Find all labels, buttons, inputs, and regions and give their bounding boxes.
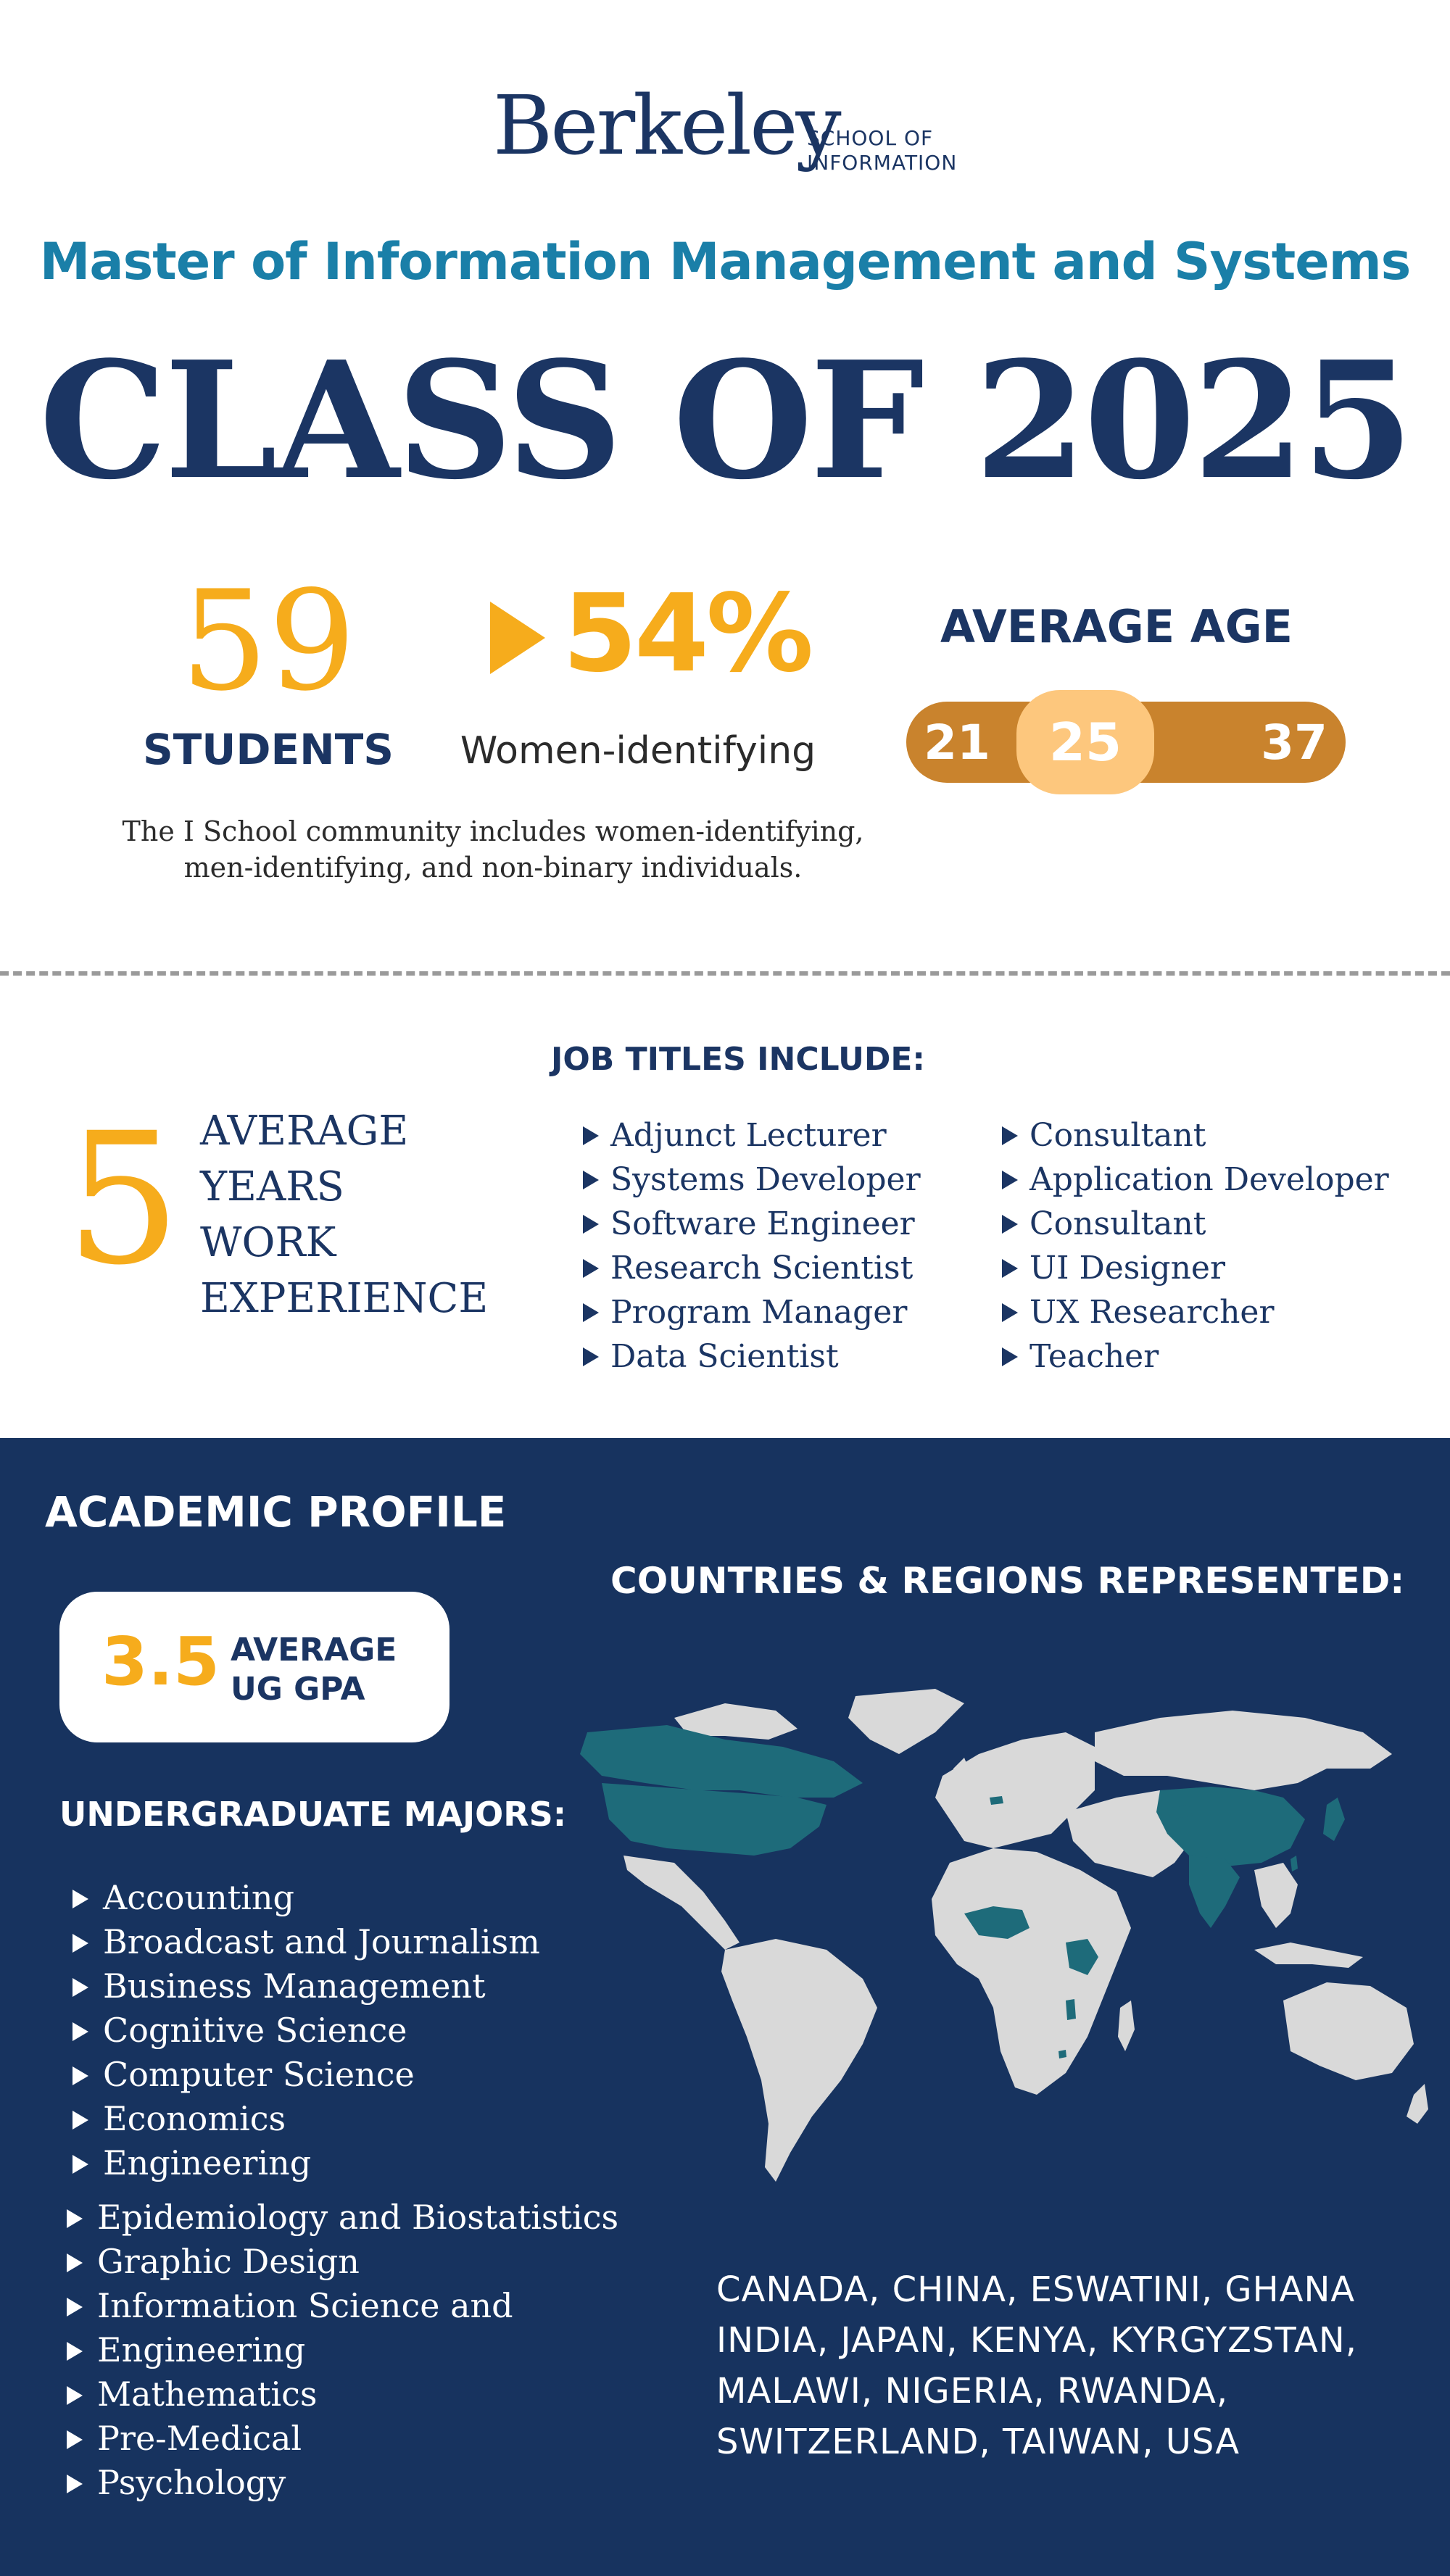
- work-experience-label: [200, 1103, 488, 1326]
- gpa-label-line-2: UG GPA: [231, 1671, 365, 1708]
- bullet-triangle-icon: [72, 2066, 88, 2085]
- job-title-item: Systems Developer: [580, 1158, 921, 1202]
- major-item: Mathematics: [64, 2372, 618, 2417]
- job-titles-column-2: [999, 1113, 1389, 1379]
- major-item: Pre-Medical: [64, 2417, 618, 2461]
- students-count: 59: [181, 561, 356, 721]
- job-title-item: Consultant: [999, 1202, 1389, 1246]
- undergraduate-majors-heading: UNDERGRADUATE MAJORS:: [59, 1795, 567, 1834]
- brand-sub-line-1: SCHOOL OF: [807, 126, 934, 150]
- eswatini-shape: [1058, 2050, 1066, 2058]
- bullet-triangle-icon: [583, 1303, 599, 1322]
- major-item: Epidemiology and Biostatistics: [64, 2195, 618, 2240]
- world-map: [558, 1689, 1428, 2196]
- greenland-shape: [848, 1689, 964, 1754]
- bullet-triangle-icon: [1002, 1303, 1018, 1322]
- countries-regions-heading: COUNTRIES & REGIONS REPRESENTED:: [610, 1560, 1405, 1602]
- brand-sub-line-2: INFORMATION: [807, 151, 958, 175]
- job-title-item: Program Manager: [580, 1290, 921, 1334]
- gpa-label: [231, 1631, 397, 1709]
- section-divider: [0, 971, 1450, 976]
- bullet-triangle-icon: [1002, 1259, 1018, 1278]
- women-label: Women-identifying: [460, 729, 816, 773]
- major-item: Business Management: [70, 1964, 618, 2008]
- australia-shape: [1283, 1982, 1414, 2080]
- work-experience-years: 5: [65, 1094, 181, 1305]
- community-note: The I School community includes women-identifying, men-identifying, and non-binary individuals.: [122, 815, 864, 884]
- taiwan-shape: [1290, 1856, 1298, 1871]
- central-america-shape: [624, 1856, 740, 1950]
- major-item: Accounting: [70, 1876, 618, 1920]
- exp-label-line: WORK: [200, 1219, 336, 1266]
- berkeley-wordmark: Berkeley: [493, 79, 840, 173]
- job-title-item: Data Scientist: [580, 1334, 921, 1379]
- madagascar-shape: [1118, 2000, 1135, 2051]
- major-item: Broadcast and Journalism: [70, 1920, 618, 1964]
- job-title-item: Teacher: [999, 1334, 1389, 1379]
- bullet-triangle-icon: [67, 2253, 83, 2272]
- exp-label-line: AVERAGE: [200, 1108, 409, 1155]
- bullet-triangle-icon: [72, 1934, 88, 1953]
- countries-line: SWITZERLAND, TAIWAN, USA: [716, 2422, 1240, 2462]
- bullet-triangle-icon: [583, 1259, 599, 1278]
- major-item: Graphic Design: [64, 2240, 618, 2284]
- south-america-shape: [721, 1939, 877, 2182]
- major-item: Computer Science: [70, 2053, 618, 2097]
- age-max: 37: [1261, 715, 1327, 770]
- women-percent: 54%: [563, 571, 811, 696]
- countries-line: MALAWI, NIGERIA, RWANDA,: [716, 2371, 1229, 2411]
- malawi-shape: [1066, 1999, 1076, 2020]
- age-average-badge: 25: [1016, 690, 1154, 794]
- bullet-triangle-icon: [67, 2475, 83, 2493]
- average-age-title: AVERAGE AGE: [940, 600, 1293, 653]
- bullet-triangle-icon: [67, 2342, 83, 2361]
- job-title-item: Adjunct Lecturer: [580, 1113, 921, 1158]
- bullet-triangle-icon: [583, 1215, 599, 1234]
- job-title-item: Software Engineer: [580, 1202, 921, 1246]
- india-shape: [1189, 1856, 1240, 1928]
- new-zealand-shape: [1406, 2084, 1428, 2124]
- bullet-triangle-icon: [67, 2298, 83, 2317]
- major-item: Psychology: [64, 2461, 618, 2505]
- major-item: Information Science and: [64, 2284, 618, 2328]
- bullet-triangle-icon: [67, 2386, 83, 2405]
- major-item: Cognitive Science: [70, 2008, 618, 2053]
- bullet-triangle-icon: [72, 1978, 88, 1997]
- major-item: Engineering: [64, 2328, 618, 2372]
- program-title: Master of Information Management and Systems: [39, 232, 1411, 291]
- students-label: STUDENTS: [142, 725, 394, 774]
- africa-shape: [932, 1848, 1131, 2095]
- job-titles-heading: JOB TITLES INCLUDE:: [551, 1041, 925, 1078]
- bullet-triangle-icon: [72, 2155, 88, 2174]
- class-title: CLASS OF 2025: [38, 327, 1412, 515]
- southeast-asia-shape: [1254, 1863, 1298, 1928]
- gpa-value: 3.5: [102, 1623, 220, 1700]
- job-title-item: UI Designer: [999, 1246, 1389, 1290]
- bullet-triangle-icon: [583, 1347, 599, 1366]
- switzerland-shape: [990, 1796, 1003, 1805]
- exp-label-line: YEARS: [200, 1163, 344, 1210]
- major-item: Economics: [70, 2097, 618, 2141]
- undergraduate-majors-list: [70, 1876, 618, 2505]
- school-of-information-label: [807, 126, 957, 175]
- north-asia-shape: [1095, 1711, 1392, 1790]
- academic-profile-title: ACADEMIC PROFILE: [45, 1487, 507, 1537]
- exp-label-line: EXPERIENCE: [200, 1275, 489, 1322]
- job-title-item: Application Developer: [999, 1158, 1389, 1202]
- countries-line: INDIA, JAPAN, KENYA, KYRGYZSTAN,: [716, 2320, 1357, 2361]
- bullet-triangle-icon: [583, 1171, 599, 1189]
- bullet-triangle-icon: [1002, 1126, 1018, 1145]
- bullet-triangle-icon: [67, 2209, 83, 2228]
- bullet-triangle-icon: [583, 1126, 599, 1145]
- bullet-triangle-icon: [1002, 1215, 1018, 1234]
- job-title-item: Consultant: [999, 1113, 1389, 1158]
- major-item: Engineering: [70, 2141, 618, 2185]
- gpa-label-line-1: AVERAGE: [231, 1632, 397, 1669]
- job-title-item: Research Scientist: [580, 1246, 921, 1290]
- bullet-triangle-icon: [72, 2022, 88, 2041]
- age-min: 21: [924, 715, 990, 770]
- play-triangle-icon: [490, 602, 545, 674]
- bullet-triangle-icon: [72, 2111, 88, 2130]
- bullet-triangle-icon: [1002, 1171, 1018, 1189]
- bullet-triangle-icon: [1002, 1347, 1018, 1366]
- japan-shape: [1323, 1798, 1345, 1841]
- indonesia-shape: [1254, 1943, 1363, 1968]
- job-title-item: UX Researcher: [999, 1290, 1389, 1334]
- countries-list: [716, 2264, 1357, 2467]
- countries-line: CANADA, CHINA, ESWATINI, GHANA: [716, 2269, 1356, 2310]
- bullet-triangle-icon: [72, 1890, 88, 1908]
- job-titles-column-1: [580, 1113, 921, 1379]
- bullet-triangle-icon: [67, 2430, 83, 2449]
